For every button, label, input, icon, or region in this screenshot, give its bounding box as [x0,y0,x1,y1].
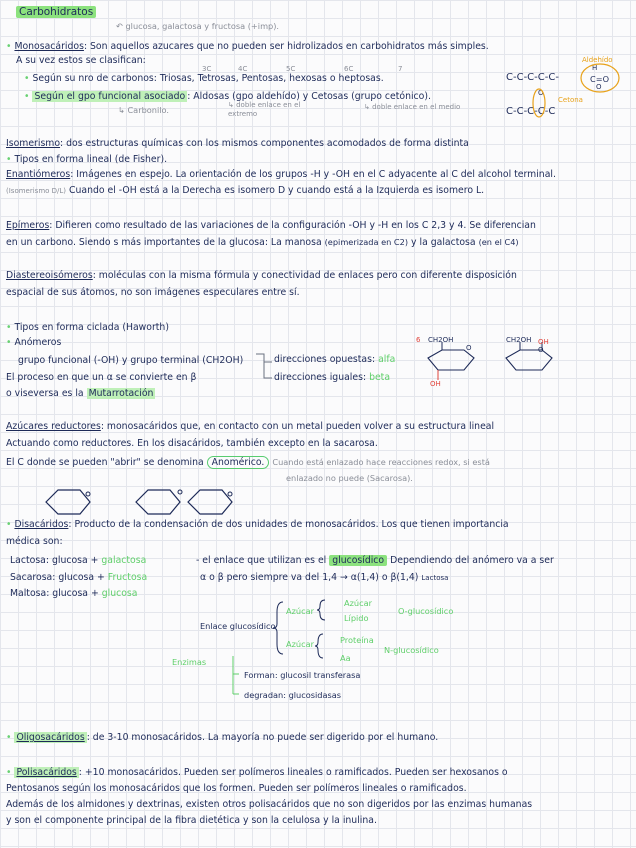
poli-line: • Polisacáridos : +10 monosacáridos. Pueden ser polímeros lineales o ramificados. Pueden ser hexosanos o [6,767,508,778]
lactosa-line: Lactosa: glucosa + galactosa [10,555,147,566]
cetona-label: Cetona [558,96,583,104]
enan-term: Enantiómeros [6,169,71,180]
alpha-oh: OH [430,380,441,388]
mutarrotacion: Mutarrotación [88,388,154,399]
title-note: ↶ glucosa, galactosa y fructosa (+imp). [116,21,280,31]
enan-line2: (Isomerismo D/L) Cuando el -OH está a la Derecha es isomero D y cuando está a la Izquierda es isomero L. [6,185,485,196]
poli-term: Polisacáridos [16,767,77,778]
beta-ch2oh: CH2OH [506,336,532,344]
dia-term: Diastereoisómeros [6,270,93,281]
page-title: Carbohidratos [16,6,96,18]
red-line3: El C donde se pueden "abrir" se denomina Anomérico. Cuando está enlazado hace reacciones redox, si está [6,457,490,468]
disac-line2: médica son: [6,536,63,547]
enzimas-label: Enzimas [172,657,207,667]
vice-line: o viseversa es la Mutarrotación [6,388,154,399]
sugar-ring-drawings [40,482,270,524]
beta-o: O [538,346,544,354]
ketone-chain: C-C-C-C-C [506,106,556,117]
proceso-line: El proceso en que un α se convierte en β [6,372,197,383]
beta-oh: OH [538,338,549,346]
iso-term: Isomerismo [6,138,61,149]
dir-iguales: direcciones iguales: beta [274,372,391,383]
enan-note: (Isomerismo D/L) [6,187,67,195]
alpha-six: 6 [416,336,421,344]
oligo-term: Oligosacáridos [16,732,85,743]
degradan-line: degradan: glucosidasas [244,690,342,700]
aldehyde-h: H [592,64,598,72]
red-line: Azúcares reductores: monosacáridos que, en contacto con un metal pueden volver a su estructura lineal [6,421,495,432]
aldehyde-o: O [596,83,602,91]
aldehyde-circle [580,60,620,96]
iso-line: Isomerismo: dos estructuras químicas con los mismos componentes acomodados de forma distinta [6,138,469,149]
grupo-funcional: grupo funcional (-OH) y grupo terminal (CH2OH) [18,355,244,366]
tree-aa: Aa [340,653,351,663]
epi-term: Epímeros [6,220,50,231]
forman-line: Forman: glucosil transferasa [244,670,361,680]
aldehyde-cho: C=O [590,74,610,84]
enlace-line: - el enlace que utilizan es el glucosídico Dependiendo del anómero va a ser [196,555,554,566]
cic-tipos: • Tipos en forma ciclada (Haworth) [6,322,169,333]
aldehyde-chain: C-C-C-C-C- [506,72,559,83]
disac-term: Disacáridos [14,519,69,530]
enan-line: Enantiómeros: Imágenes en espejo. La orientación de los grupos -H y -OH en el C adyacente al C del alcohol terminal. [6,169,556,180]
aldehido-label: Aldehído [582,56,613,64]
tree-root: Enlace glucosídico [200,621,276,631]
doble-extremo-note: ↳ doble enlace en el extremo [228,101,301,118]
carbon-num-5: 5C [286,65,296,73]
carbon-num-4: 4C [238,65,248,73]
iso-tipos: • Tipos en forma lineal (de Fisher). [6,154,168,165]
doble-medio-note: ↳ doble enlace en el medio [364,103,461,111]
sacarosa-line: Sacarosa: glucosa + Fructosa [10,572,148,583]
carbon-num-6: 6C [344,65,354,73]
n-glucosidico: N-glucosídico [384,645,439,655]
carbonilo-note: ↳ Carbonilo. [118,105,169,115]
tree-proteina: Proteína [340,635,374,645]
carbon-num-3: 3C [202,65,212,73]
alpha-ch2oh: CH2OH [428,336,454,344]
alpha-o: O [466,344,472,352]
tree-lipido: Lípido [344,613,369,623]
red-line2: Actuando como reductores. En los disacáridos, también excepto en la sacarosa. [6,438,378,449]
poli-line4: y son el componente principal de la fibra dietética y son la celulosa y la inulina. [6,815,377,826]
ketone-o: O [538,89,544,97]
dia-line: Diastereoisómeros: moléculas con la misma fórmula y conectividad de enlaces pero con diferente disposición [6,270,517,281]
mono-bullet2: • Según el gpo funcional asociado : Aldosas (gpo aldehído) y Cetosas (grupo cetónico). [24,91,431,102]
maltosa-line: Maltosa: glucosa + glucosa [10,588,138,599]
tree-azucar2: Azúcar [286,639,314,649]
mono-bullet1: • Según su nro de carbonos: Triosas, Tetrosas, Pentosas, hexosas o heptosas. [24,73,384,84]
gpo-funcional-label: Según el gpo funcional asociado [34,91,186,102]
tree-azucar1b: Azúcar [344,598,372,608]
dir-opuestas: direcciones opuestas: alfa [274,354,396,365]
anomer-brace [254,352,274,382]
anomerico-highlight: Anomérico. [207,456,270,469]
red-line4: enlazado no puede (Sacarosa). [286,473,413,483]
disac-line: • Disacáridos: Producto de la condensación de dos unidades de monosacáridos. Los que tienen importancia [6,519,509,530]
alpha-line: α o β pero siempre va del 1,4 → α(1,4) o β(1,4) Lactosa [200,572,449,583]
mono-def: : Son aquellos azucares que no pueden ser hidrolizados en carbohidratos más simples. [83,41,489,52]
carbon-num-7: 7 [398,65,403,73]
dia-line2: espacial de sus átomos, no son imágenes especulares entre sí. [6,287,300,298]
poli-line3: Además de los almidones y dextrinas, existen otros polisacáridos que no son digeridos por las enzimas humanas [6,799,533,810]
epi-line2: en un carbono. Siendo s más importantes de la glucosa: La manosa (epimerizada en C2) y la galactosa (en el C4) [6,237,519,248]
red-term: Azúcares reductores [6,421,101,432]
mono-line: • Monosacáridos: Son aquellos azucares que no pueden ser hidrolizados en carbohidratos más simples. [6,41,489,52]
ketone-circle [532,88,546,118]
anomeros-label: • Anómeros [6,337,62,348]
glucosidico-highlight: glucosídico [329,555,387,566]
o-glucosidico: O-glucosídico [398,606,454,616]
tree-azucar1: Azúcar [286,606,314,616]
oligo-line: • Oligosacáridos : de 3-10 monosacáridos. La mayoría no puede ser digerido por el humano. [6,732,439,743]
mono-line2: A su vez estos se clasifican: [16,55,146,66]
epi-line: Epímeros: Difieren como resultado de las variaciones de la configuración -OH y -H en los C 2,3 y 4. Se diferencian [6,220,536,231]
mono-term: Monosacáridos [14,41,84,52]
poli-line2: Pentosanos según los monosacáridos que los formen. Pueden ser polímeros lineales o ramificados. [6,783,467,794]
